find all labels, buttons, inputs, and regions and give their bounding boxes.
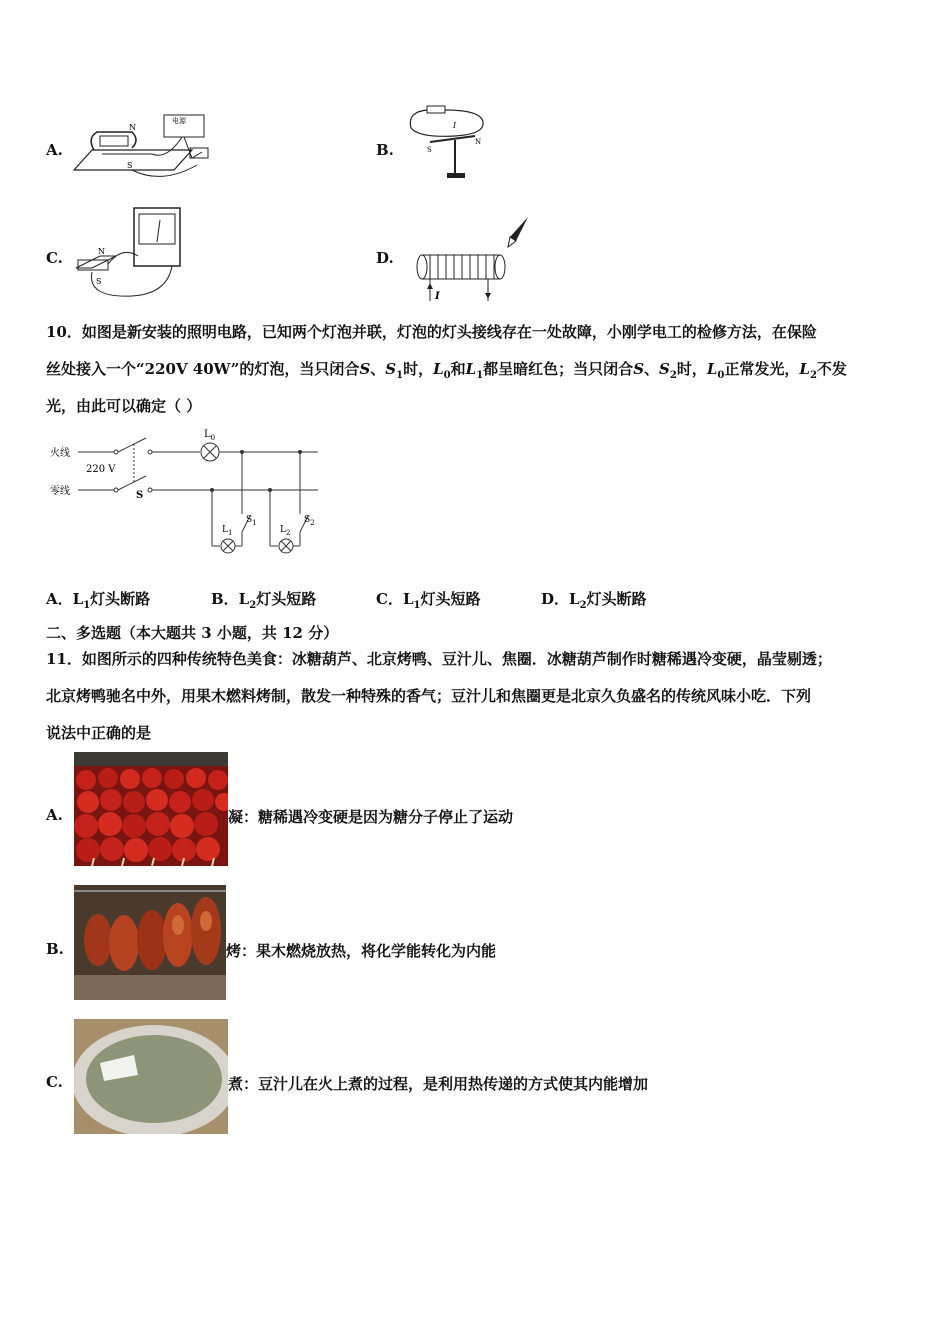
circuit-l1-label (222, 525, 232, 537)
lamp-l0-cross (204, 446, 216, 458)
q11-option-a-text: 凝：糖稀遇冷变硬是因为糖分子停止了运动 (228, 808, 514, 826)
q10-answer-d[interactable] (541, 588, 647, 611)
circuit-l0-label (204, 429, 215, 442)
q9-option-a-label[interactable]: A. (46, 141, 63, 159)
douzhi-photo (74, 1019, 228, 1134)
q10-answer-b[interactable] (211, 588, 316, 611)
switch-terminal (114, 450, 118, 454)
q10-var: S (659, 360, 670, 378)
roast-duck-counter (74, 975, 226, 1000)
fig-a-wire-bottom (132, 165, 197, 176)
fig-a-power-label: 电源 (172, 117, 186, 125)
circuit-s1-letter: S (246, 515, 253, 525)
q10-text: 、 (370, 360, 386, 378)
fig-a-magnet (91, 132, 136, 150)
circuit-switch-label: S (136, 490, 144, 501)
q11-option-b-label[interactable]: B. (46, 940, 64, 958)
fig-d-arrow-up (427, 283, 433, 289)
q10-answer-c[interactable] (376, 588, 480, 611)
answer-label: C．L (376, 590, 414, 608)
fig-d-coil-turns (430, 255, 494, 279)
answer-text: 灯头断路 (586, 590, 647, 608)
q10-var: L (706, 360, 718, 378)
lamp-l1-cross (223, 541, 233, 551)
fig-b-wire-loop (410, 110, 483, 136)
lamp-l2-cross (281, 541, 291, 551)
q10-text: 丝处接入一个“220V 40W”的灯泡，当只闭合 (46, 360, 360, 378)
q10-var: L (799, 360, 810, 378)
circuit-s1-sub: 1 (252, 519, 257, 527)
fig-c-n-label: N (98, 247, 105, 256)
q10-var: S (385, 360, 397, 378)
circuit-live-label: 火线 (50, 448, 70, 459)
answer-sub: 1 (413, 600, 421, 611)
fig-d-arrow-down (485, 293, 491, 299)
fig-d-current-label: I (435, 291, 440, 302)
q11-option-a-label[interactable]: A. (46, 806, 63, 824)
tanghulu-top (74, 752, 228, 766)
answer-sub: 1 (83, 600, 91, 611)
fig-c-wires (92, 252, 173, 296)
fig-b-battery (427, 106, 445, 113)
q10-line2 (46, 358, 847, 381)
circuit-l2-sub: 2 (285, 529, 291, 537)
fig-c-galvanometer (134, 208, 180, 266)
switch-terminal (148, 488, 152, 492)
circuit-s2-sub: 2 (310, 519, 315, 527)
answer-label: D．L (541, 590, 580, 608)
figure-a-electromagnet-experiment (72, 110, 217, 180)
figure-c-induction-experiment (72, 206, 187, 301)
fig-a-s-label: S (127, 161, 133, 170)
q10-var: S (359, 360, 371, 378)
q10-sub: 1 (476, 370, 484, 381)
circuit-s2-letter: S (304, 515, 311, 525)
fig-a-coil (100, 136, 128, 146)
q10-answer-a[interactable] (46, 588, 150, 611)
fig-b-needle (430, 136, 475, 142)
q10-sub: 2 (809, 370, 817, 381)
q9-option-b-label[interactable]: B. (376, 141, 394, 159)
q10-var: L (433, 360, 444, 378)
switch-blade-bottom (118, 476, 146, 490)
q10-var: S (633, 360, 645, 378)
switch-terminal (114, 488, 118, 492)
answer-sub: 2 (249, 600, 257, 611)
q11-line1: 11．如图所示的四种传统特色美食：冰糖葫芦、北京烤鸭、豆汁儿、焦圈．冰糖葫芦制作时糖稀遇冷变硬，晶莹剔透； (46, 650, 832, 668)
answer-text: 灯头断路 (90, 590, 151, 608)
circuit-l2-letter: L (280, 525, 286, 535)
fig-d-solenoid-far-end (495, 255, 505, 279)
circuit-neutral-label: 零线 (50, 486, 70, 497)
q10-text: 时， (676, 360, 707, 378)
q10-text: 不发 (816, 360, 847, 378)
q9-option-d-label[interactable]: D. (376, 249, 394, 267)
circuit-l0-sub: 0 (210, 434, 216, 442)
q10-sub: 2 (669, 370, 677, 381)
q10-var: L (465, 360, 477, 378)
answer-label: B．L (211, 590, 250, 608)
switch-terminal (148, 450, 152, 454)
roast-duck-photo (74, 885, 226, 1000)
fig-b-current-label: I (453, 121, 457, 130)
fig-a-n-label: N (129, 123, 136, 132)
q10-text: 正常发光， (724, 360, 800, 378)
circuit-l1-letter: L (222, 525, 228, 535)
circuit-s1-label (246, 515, 257, 527)
q10-line1: 10．如图是新安装的照明电路，已知两个灯泡并联，灯泡的灯头接线存在一处故障，小刚学电工的检修方法，在保险 (46, 323, 817, 341)
q11-option-c-text: 煮：豆汁儿在火上煮的过程，是利用热传递的方式使其内能增加 (228, 1075, 649, 1093)
figure-b-oersted-experiment (405, 100, 495, 182)
switch-blade-top (118, 438, 146, 452)
answer-text: 灯头短路 (420, 590, 481, 608)
fig-b-stand-base (447, 173, 465, 178)
fig-d-solenoid-end (417, 255, 427, 279)
q9-option-c-label[interactable]: C. (46, 249, 63, 267)
q10-sub: 0 (717, 370, 725, 381)
q11-option-c-label[interactable]: C. (46, 1073, 63, 1091)
q10-circuit-diagram (46, 424, 336, 559)
q10-text: 和 (450, 360, 466, 378)
fig-b-s-label: S (427, 146, 432, 154)
fig-c-s-label: S (96, 277, 102, 286)
figure-d-solenoid (410, 215, 530, 305)
q11-line3: 说法中正确的是 (46, 724, 152, 742)
q10-text: 都呈暗红色；当只闭合 (483, 360, 634, 378)
q10-text: 时， (403, 360, 434, 378)
section-2-title: 二、多选题（本大题共 3 小题，共 12 分） (46, 624, 339, 642)
circuit-s2-label (304, 515, 315, 527)
fig-c-galvanometer-needle (157, 220, 160, 242)
fig-a-base (74, 150, 192, 170)
tanghulu-photo (74, 752, 228, 866)
q10-line3: 光，由此可以确定（ ） (46, 397, 202, 415)
circuit-l0-letter: L (204, 429, 211, 440)
answer-text: 灯头短路 (256, 590, 317, 608)
answer-label: A．L (46, 590, 84, 608)
circuit-l2-label (280, 525, 290, 537)
fig-d-compass-needle-dark (510, 217, 528, 241)
q11-option-b-text: 烤：果木燃烧放热，将化学能转化为内能 (226, 942, 497, 960)
q10-sub: 1 (396, 370, 404, 381)
q11-line2: 北京烤鸭驰名中外，用果木燃料烤制，散发一种特殊的香气；豆汁儿和焦圈更是北京久负盛名的传统风味小吃．下列 (46, 687, 812, 705)
circuit-l1-sub: 1 (227, 529, 233, 537)
answer-sub: 2 (579, 600, 587, 611)
circuit-voltage-label: 220 V (86, 464, 116, 475)
q10-text: 、 (644, 360, 660, 378)
q10-sub: 0 (443, 370, 451, 381)
fig-b-n-label: N (475, 138, 482, 146)
